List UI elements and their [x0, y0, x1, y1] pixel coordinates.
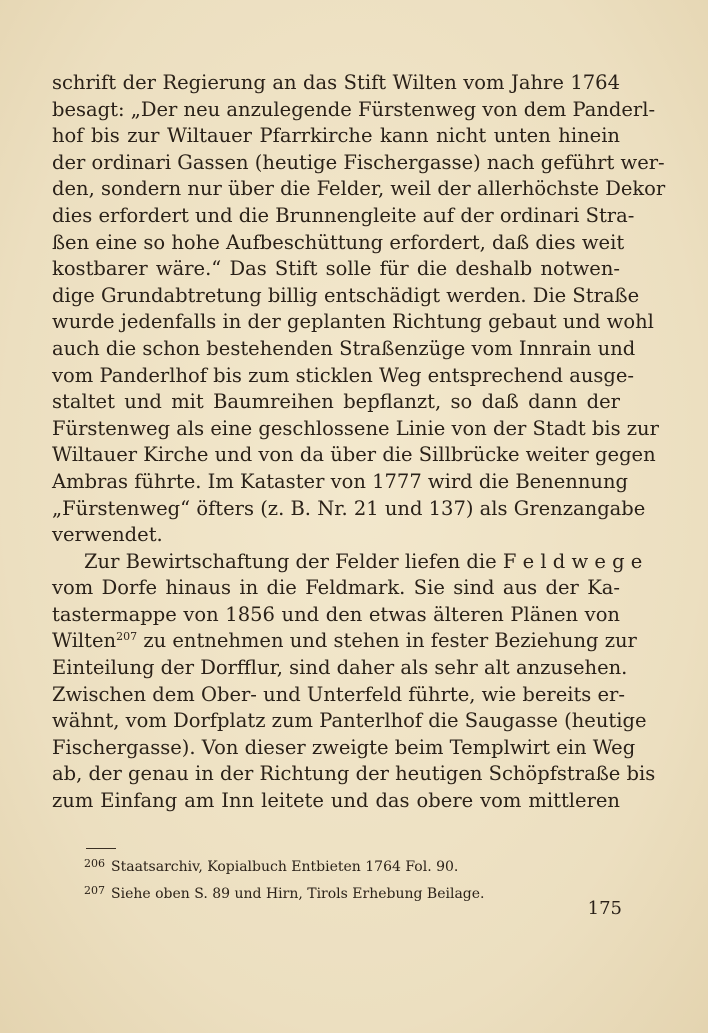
text-line: Wiltauer Kirche und von da über die Sillbrücke weiter gegen — [52, 443, 656, 467]
text-line: dige Grundabtretung billig entschädigt werden. Die Straße — [52, 283, 640, 307]
text-line: der ordinari Gassen (heutige Fischergasse) nach geführt wer- — [52, 150, 665, 174]
text-line: ab, der genau in der Richtung der heutigen Schöpfstraße bis — [52, 762, 656, 786]
text-line: Zwischen dem Ober- und Unterfeld führte, wie bereits er- — [52, 682, 625, 706]
text-line: wurde jedenfalls in der geplanten Richtung gebaut und wohl — [52, 310, 654, 334]
text-line: tastermappe von 1856 und den etwas älteren Plänen von — [52, 602, 620, 626]
footnotes — [84, 852, 584, 906]
text-line: dies erfordert und die Brunnengleite auf der ordinari Stra- — [52, 203, 635, 227]
text-segment: zu entnehmen und stehen in fester Beziehung zur — [143, 629, 637, 653]
text-line: ßen eine so hohe Aufbeschüttung erfordert, daß dies weit — [52, 230, 625, 254]
footnote-reference[interactable]: 207 — [116, 630, 138, 644]
text-line: verwendet. — [52, 523, 163, 547]
text-line: vom Panderlhof bis zum sticklen Weg entsprechend ausge- — [52, 363, 634, 387]
main-text — [52, 70, 666, 815]
text-line: wähnt, vom Dorfplatz zum Panterlhof die Saugasse (heutige — [52, 709, 647, 733]
footnote-text: Staatsarchiv, Kopialbuch Entbieten 1764 Fol. 90. — [111, 859, 459, 875]
footnote-206 — [84, 852, 584, 879]
text-line: Fürstenweg als eine geschlossene Linie von der Stadt bis zur — [52, 416, 659, 440]
text-line: hof bis zur Wiltauer Pfarrkirche kann nicht unten hinein — [52, 124, 620, 148]
text-line-with-footnote — [52, 628, 637, 655]
footnote-number: 207 — [84, 884, 105, 897]
footnote-207 — [84, 879, 584, 906]
text-line: besagt: „Der neu anzulegende Fürstenweg von dem Panderl- — [52, 97, 656, 121]
text-line: staltet und mit Baumreihen bepflanzt, so daß dann der — [52, 390, 620, 414]
text-line: Ambras führte. Im Kataster von 1777 wird die Benennung — [52, 469, 629, 493]
text-line: schrift der Regierung an das Stift Wilten vom Jahre 1764 — [52, 71, 620, 94]
text-line: „Fürstenweg“ öfters (z. B. Nr. 21 und 137) als Grenzangabe — [52, 496, 646, 520]
footnote-text: Siehe oben S. 89 und Hirn, Tirols Erhebung Beilage. — [111, 886, 485, 902]
footnote-number: 206 — [84, 857, 105, 870]
text-line: auch die schon bestehenden Straßenzüge vom Innrain und — [52, 336, 636, 360]
text-segment: Wilten — [52, 629, 117, 653]
text-line: den, sondern nur über die Felder, weil der allerhöchste Dekor — [52, 177, 666, 201]
text-line: Einteilung der Dorfflur, sind daher als sehr alt anzusehen. — [52, 656, 628, 680]
page-number: 175 — [587, 898, 622, 919]
text-line: vom Dorfe hinaus in die Feldmark. Sie sind aus der Ka- — [52, 576, 620, 600]
text-line: kostbarer wäre.“ Das Stift solle für die deshalb notwen- — [52, 257, 620, 281]
footnote-divider — [86, 848, 116, 849]
text-line: Fischergasse). Von dieser zweigte beim Templwirt ein Weg — [52, 735, 636, 759]
text-line: zum Einfang am Inn leitete und das obere vom mittleren — [52, 789, 620, 813]
paragraph-start-line: Zur Bewirtschaftung der Felder liefen die F e l d w e g e — [84, 549, 643, 573]
